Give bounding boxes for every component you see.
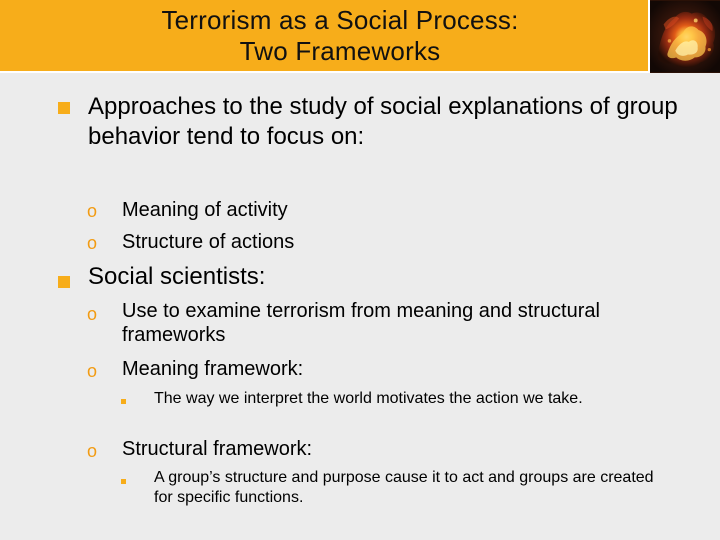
circle-bullet-icon: o [87,233,98,253]
sub-bullet-structural-framework: Structural framework: [122,438,313,460]
small-square-bullet-icon [121,479,126,484]
square-bullet-icon [58,276,70,288]
circle-bullet-icon: o [87,304,98,324]
circle-bullet-icon: o [87,361,98,381]
sub-bullet-structure-of-actions: Structure of actions [122,231,295,253]
fire-explosion-icon [650,0,720,73]
circle-bullet-icon: o [87,441,98,461]
square-bullet-icon [58,102,70,114]
sub-bullet-meaning-of-activity: Meaning of activity [122,199,288,221]
fire-explosion-photo [648,0,720,73]
detail-structural-framework: A group’s structure and purpose cause it to act and groups are created for specific functions. [154,469,654,506]
sub-bullet-meaning-framework: Meaning framework: [122,358,304,380]
slide-title [0,5,680,67]
slide-title-line-2: Two Frameworks [239,36,441,66]
small-square-bullet-icon [121,399,126,404]
sub-bullet-examine-terrorism: Use to examine terrorism from meaning and structural frameworks [122,300,600,346]
circle-bullet-icon: o [87,201,98,221]
slide-header [0,0,720,73]
slide-content [0,80,720,538]
main-bullet-social-scientists: Social scientists: [88,263,266,290]
main-bullet-approaches: Approaches to the study of social explanations of group behavior tend to focus on: [88,93,678,150]
detail-meaning-framework: The way we interpret the world motivates the action we take. [154,390,583,407]
slide-title-line-1: Terrorism as a Social Process: [161,5,519,35]
